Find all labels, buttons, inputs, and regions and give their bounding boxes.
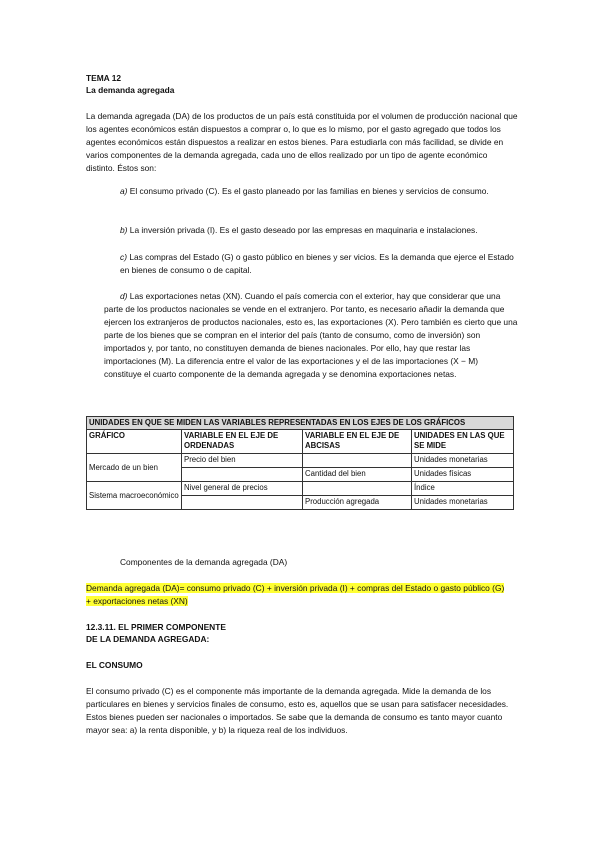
- section-heading-line2: DE LA DEMANDA AGREGADA:: [86, 634, 210, 644]
- table-cell: Índice: [412, 482, 514, 496]
- item-text: Las exportaciones netas (XN). Cuando el país comercia con el exterior, hay que considerar que una parte de los productos nacionales se vende en el extranjero. Por tanto, es necesario añadir la demanda que ejercen los extranjeros de productos nacionales, esto es, las exportaciones (X). Pero también es cierto que una parte de los bienes que se compran en el interior del país (tanto de consumo, como de inversión) son importados y, por tanto, no constituyen demanda de bienes nacionales. Por ello, hay que restar las importaciones (M). La diferencia entre el valor de las exportaciones y el de las importaciones (X − M) constituye el cuarto componente de la demanda agregada y se denomina exportaciones netas.: [104, 291, 518, 379]
- table-cell: [303, 482, 412, 496]
- header-cell: VARIABLE EN EL EJE DE ORDENADAS: [182, 430, 303, 454]
- intro-paragraph: La demanda agregada (DA) de los productos de un país está constituida por el volumen de producción nacional que los agentes económicos están dispuestos a comprar o, lo que es lo mismo, por el gasto agregado que todos los agentes económicos están dispuestos a realizar en estos bienes. Para estudiarla con más facilidad, se divide en varios componentes de la demanda agregada, cada uno de ellos realizado por un tipo de agente económico distinto. Éstos son:: [86, 111, 518, 173]
- group-label: Mercado de un bien: [87, 454, 182, 482]
- item-text: Las compras del Estado (G) o gasto público en bienes y ser vicios. Es la demanda que ejerce el Estado en bienes de consumo o de capital.: [120, 252, 514, 275]
- group-label: Sistema macroeconómico: [87, 482, 182, 510]
- units-table: [86, 416, 514, 510]
- formula-highlight: Demanda agregada (DA)= consumo privado (C) + inversión privada (I) + compras del Estado o gasto público (G) + exportaciones netas (XN): [86, 583, 505, 606]
- header-cell: VARIABLE EN EL EJE DE ABCISAS: [303, 430, 412, 454]
- table-cell: Unidades monetarias: [412, 496, 514, 510]
- header-cell: GRÁFICO: [87, 430, 182, 454]
- table-cell: Nivel general de precios: [182, 482, 303, 496]
- section-number-heading: 12.3.11. EL PRIMER COMPONENTE: [86, 622, 226, 632]
- section-subheading: EL CONSUMO: [86, 660, 143, 670]
- table-cell: Unidades monetarias: [412, 454, 514, 468]
- table-header-row: [87, 430, 514, 454]
- document-title: La demanda agregada: [86, 85, 175, 95]
- component-item-a: [120, 185, 512, 198]
- table-title-row: [87, 417, 514, 430]
- item-text: El consumo privado (C). Es el gasto planeado por las familias en bienes y servicios de consumo.: [129, 186, 489, 196]
- component-item-d: [104, 290, 518, 381]
- table-row: [87, 482, 514, 496]
- table-cell: Unidades físicas: [412, 468, 514, 482]
- item-text: La inversión privada (I). Es el gasto deseado por las empresas en maquinaria e instalaciones.: [129, 225, 478, 235]
- table-cell: [303, 454, 412, 468]
- component-item-c: [120, 251, 516, 277]
- components-heading: Componentes de la demanda agregada (DA): [120, 557, 288, 567]
- table-cell: [182, 496, 303, 510]
- header-cell: UNIDADES EN LAS QUE SE MIDE: [412, 430, 514, 454]
- table-cell: Producción agregada: [303, 496, 412, 510]
- consumption-paragraph: El consumo privado (C) es el componente más importante de la demanda agregada. Mide la demanda de los particulares en bienes y servicios finales de consumo, esto es, aquellos que se usan para satisfacer necesidades. Estos bienes pueden ser nacionales o importados. Se sabe que la demanda de consumo es tanto mayor cuanto mayor sea: a) la renta disponible, y b) la riqueza real de los individuos.: [86, 686, 509, 735]
- item-marker: a): [120, 186, 128, 196]
- topic-label: TEMA 12: [86, 73, 122, 83]
- table-cell: Precio del bien: [182, 454, 303, 468]
- item-marker: b): [120, 225, 128, 235]
- formula-block: [86, 582, 506, 608]
- table-title: UNIDADES EN QUE SE MIDEN LAS VARIABLES REPRESENTADAS EN LOS EJES DE LOS GRÁFICOS: [87, 417, 514, 430]
- table-row: [87, 454, 514, 468]
- component-item-b: [120, 224, 520, 237]
- table-cell: Cantidad del bien: [303, 468, 412, 482]
- item-marker: c): [120, 252, 127, 262]
- item-marker: d): [120, 291, 128, 301]
- table-cell: [182, 468, 303, 482]
